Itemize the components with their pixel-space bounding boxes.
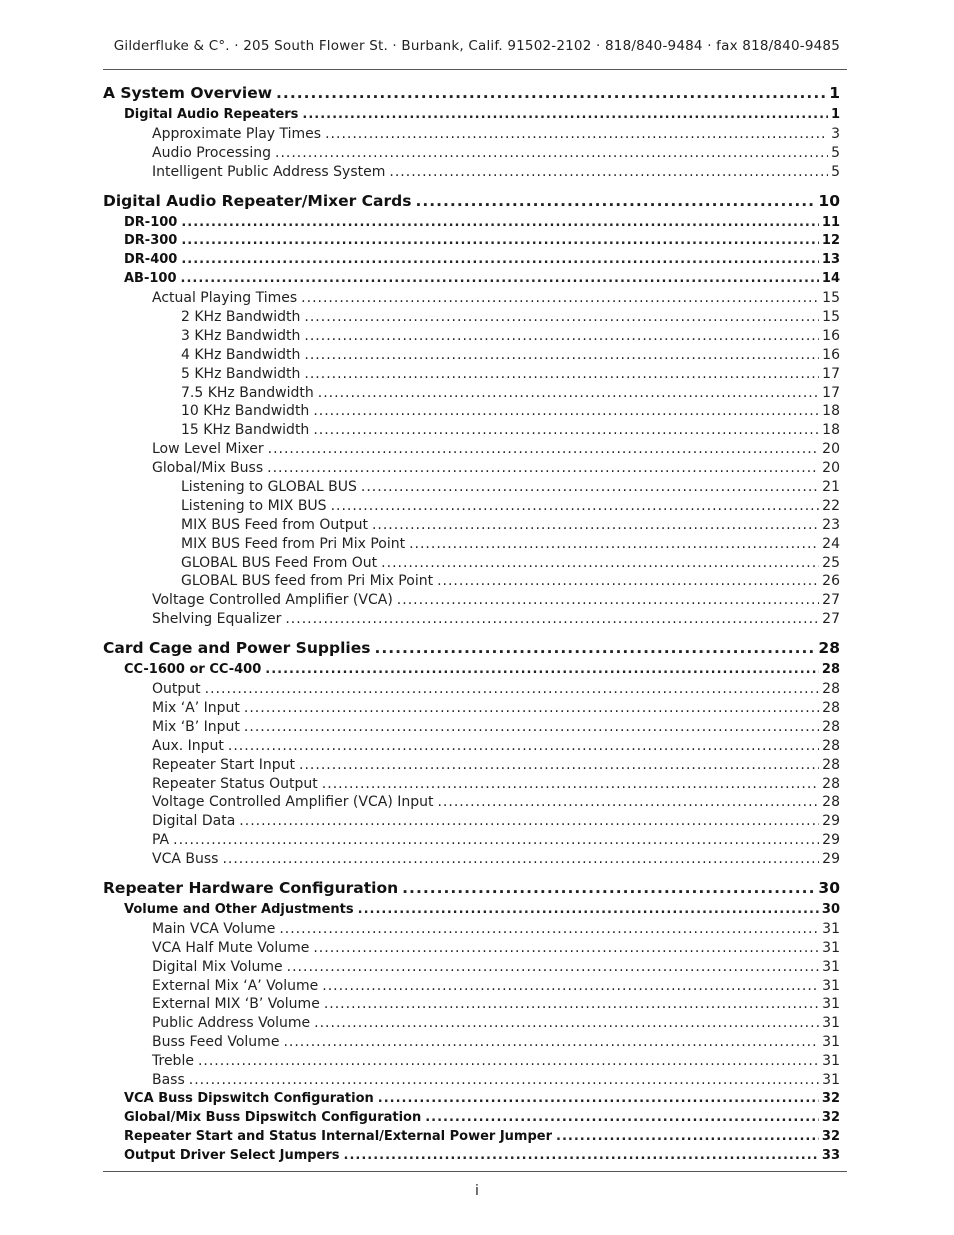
toc-entry-title: 4 KHz Bandwidth xyxy=(181,346,301,363)
toc-entry-page: 31 xyxy=(822,939,840,956)
toc-entry[interactable] xyxy=(103,1014,840,1033)
toc-entry-title: Output Driver Select Jumpers xyxy=(124,1147,340,1163)
toc-entry-title: GLOBAL BUS feed from Pri Mix Point xyxy=(181,573,434,590)
toc-entry-page: 29 xyxy=(822,813,840,830)
dot-leader xyxy=(402,878,815,898)
toc-entry-title: Public Address Volume xyxy=(152,1015,311,1032)
toc-entry[interactable] xyxy=(103,421,840,440)
toc-entry-page: 10 xyxy=(818,191,840,210)
dot-leader xyxy=(222,850,819,869)
dot-leader xyxy=(181,232,819,251)
toc-entry-title: Approximate Play Times xyxy=(152,125,322,142)
toc-entry[interactable] xyxy=(103,812,840,831)
toc-entry-title: Mix ‘A’ Input xyxy=(152,699,240,716)
dot-leader xyxy=(437,572,819,591)
toc-entry[interactable] xyxy=(103,1147,840,1166)
toc-entry-title: External Mix ‘A’ Volume xyxy=(152,977,319,994)
toc-entry-title: VCA Half Mute Volume xyxy=(152,939,310,956)
toc-entry-page: 16 xyxy=(822,327,840,344)
dot-leader xyxy=(198,1052,819,1071)
toc-entry-title: PA xyxy=(152,832,170,849)
toc-entry[interactable] xyxy=(103,191,840,211)
dot-leader xyxy=(244,718,819,737)
toc-entry-title: Main VCA Volume xyxy=(152,920,276,937)
dot-leader xyxy=(276,83,826,103)
toc-entry[interactable] xyxy=(103,125,840,144)
toc-entry[interactable] xyxy=(103,901,840,920)
toc-entry[interactable] xyxy=(103,718,840,737)
toc-entry-page: 5 xyxy=(831,144,840,161)
toc-entry[interactable] xyxy=(103,535,840,554)
toc-entry-title: 5 KHz Bandwidth xyxy=(181,365,301,382)
toc-entry[interactable] xyxy=(103,106,840,125)
toc-entry-page: 15 xyxy=(822,290,840,307)
toc-entry-title: Digital Audio Repeaters xyxy=(124,107,299,122)
dot-leader xyxy=(173,831,819,850)
toc-entry-title: Output xyxy=(152,681,201,698)
dot-leader xyxy=(389,163,828,182)
toc-entry[interactable] xyxy=(103,610,840,629)
dot-leader xyxy=(361,478,819,497)
toc-entry-page: 15 xyxy=(822,309,840,326)
dot-leader xyxy=(275,144,828,163)
dot-leader xyxy=(181,214,819,233)
toc-entry[interactable] xyxy=(103,737,840,756)
toc-entry-page: 31 xyxy=(822,977,840,994)
toc-entry-page: 32 xyxy=(821,1128,840,1144)
toc-entry-page: 13 xyxy=(821,252,840,268)
toc-entry[interactable] xyxy=(103,270,840,289)
toc-entry-title: Listening to MIX BUS xyxy=(181,497,327,514)
toc-entry-page: 31 xyxy=(822,1053,840,1070)
toc-entry-title: VCA Buss Dipswitch Configuration xyxy=(124,1090,374,1106)
toc-entry[interactable] xyxy=(103,251,840,270)
dot-leader xyxy=(244,699,819,718)
dot-leader xyxy=(265,661,819,680)
dot-leader xyxy=(287,958,820,977)
toc-entry-page: 20 xyxy=(822,460,840,477)
toc-entry-title: Repeater Start Input xyxy=(152,756,296,773)
toc-entry[interactable] xyxy=(103,680,840,699)
toc-entry[interactable] xyxy=(103,214,840,233)
toc-entry-page: 24 xyxy=(822,535,840,552)
toc-entry-page: 29 xyxy=(822,851,840,868)
toc-entry[interactable] xyxy=(103,554,840,573)
dot-leader xyxy=(304,327,819,346)
toc-entry-page: 27 xyxy=(822,611,840,628)
toc-entry[interactable] xyxy=(103,1071,840,1090)
toc-entry[interactable] xyxy=(103,163,840,182)
toc-entry[interactable] xyxy=(103,365,840,384)
dot-leader xyxy=(299,756,819,775)
toc-entry[interactable] xyxy=(103,384,840,403)
toc-entry-page: 28 xyxy=(822,756,840,773)
toc-entry-title: Global/Mix Buss Dipswitch Configuration xyxy=(124,1109,422,1125)
toc-entry[interactable] xyxy=(103,1090,840,1109)
dot-leader xyxy=(283,1033,819,1052)
dot-leader xyxy=(304,308,819,327)
toc-entry-page: 31 xyxy=(822,1015,840,1032)
toc-entry-page: 17 xyxy=(822,384,840,401)
toc-entry-page: 23 xyxy=(822,516,840,533)
toc-entry[interactable] xyxy=(103,793,840,812)
toc-entry-page: 31 xyxy=(822,920,840,937)
dot-leader xyxy=(313,421,819,440)
toc-entry-title: MIX BUS Feed from Pri Mix Point xyxy=(181,535,406,552)
toc-entry-page: 32 xyxy=(821,1109,840,1125)
toc-entry[interactable] xyxy=(103,775,840,794)
dot-leader xyxy=(374,638,815,658)
toc-entry-title: Repeater Start and Status Internal/External Power Jumper xyxy=(124,1128,553,1144)
toc-entry-page: 14 xyxy=(821,271,840,287)
dot-leader xyxy=(331,497,820,516)
toc-entry-title: Digital Audio Repeater/Mixer Cards xyxy=(103,191,412,210)
toc-entry-page: 31 xyxy=(822,996,840,1013)
toc-entry-title: Global/Mix Buss xyxy=(152,460,264,477)
toc-entry-page: 29 xyxy=(822,832,840,849)
toc-entry-page: 32 xyxy=(821,1090,840,1106)
toc-entry-page: 28 xyxy=(821,662,840,678)
toc-entry[interactable] xyxy=(103,1052,840,1071)
toc-entry-title: Aux. Input xyxy=(152,737,224,754)
dot-leader xyxy=(228,737,819,756)
page-header: Gilderfluke & C°. · 205 South Flower St. · Burbank, Calif. 91502-2102 · 818/840-9484 · fax 818/840-9485 xyxy=(113,38,840,54)
toc-entry[interactable] xyxy=(103,995,840,1014)
toc-entry-title: MIX BUS Feed from Output xyxy=(181,516,368,533)
toc-entry-page: 1 xyxy=(830,107,840,122)
toc-entry[interactable] xyxy=(103,958,840,977)
toc-entry[interactable] xyxy=(103,977,840,996)
toc-entry-page: 28 xyxy=(822,718,840,735)
dot-leader xyxy=(239,812,819,831)
toc-entry-page: 20 xyxy=(822,441,840,458)
toc-entry-title: Audio Processing xyxy=(152,144,271,161)
dot-leader xyxy=(358,901,819,920)
toc-entry-title: VCA Buss xyxy=(152,851,219,868)
dot-leader xyxy=(415,191,815,211)
toc-entry-page: 28 xyxy=(822,699,840,716)
toc-entry-page: 16 xyxy=(822,346,840,363)
toc-entry-title: 3 KHz Bandwidth xyxy=(181,327,301,344)
toc-entry-page: 12 xyxy=(821,233,840,249)
toc-entry[interactable] xyxy=(103,516,840,535)
toc-entry-page: 18 xyxy=(822,422,840,439)
toc-entry-page: 31 xyxy=(822,958,840,975)
toc-entry-page: 21 xyxy=(822,479,840,496)
toc-entry[interactable] xyxy=(103,939,840,958)
dot-leader xyxy=(304,365,819,384)
toc-entry-title: Voltage Controlled Amplifier (VCA) xyxy=(152,592,393,609)
dot-leader xyxy=(205,680,820,699)
dot-leader xyxy=(381,554,819,573)
toc-entry[interactable] xyxy=(103,327,840,346)
toc-entry-title: A System Overview xyxy=(103,84,273,102)
toc-entry-page: 18 xyxy=(822,403,840,420)
toc-entry[interactable] xyxy=(103,591,840,610)
toc-entry-page: 17 xyxy=(822,365,840,382)
toc-entry-title: AB-100 xyxy=(124,271,177,287)
dot-leader xyxy=(556,1128,819,1147)
dot-leader xyxy=(304,346,819,365)
toc-entry-title: Intelligent Public Address System xyxy=(152,163,386,180)
dot-leader xyxy=(409,535,819,554)
toc-entry-title: Low Level Mixer xyxy=(152,441,264,458)
toc-entry-title: Bass xyxy=(152,1071,185,1088)
dot-leader xyxy=(325,125,828,144)
dot-leader xyxy=(181,270,819,289)
toc-entry[interactable] xyxy=(103,308,840,327)
dot-leader xyxy=(322,775,819,794)
toc-entry[interactable] xyxy=(103,638,840,658)
dot-leader xyxy=(378,1090,819,1109)
dot-leader xyxy=(313,939,819,958)
toc-entry-page: 28 xyxy=(818,639,840,658)
toc-entry-title: Voltage Controlled Amplifier (VCA) Input xyxy=(152,794,434,811)
toc-entry-title: 10 KHz Bandwidth xyxy=(181,403,310,420)
toc-entry[interactable] xyxy=(103,878,840,898)
page-number: i xyxy=(475,1183,479,1199)
footer-rule xyxy=(103,1171,847,1172)
toc-entry[interactable] xyxy=(103,850,840,869)
dot-leader xyxy=(267,459,819,478)
toc-entry[interactable] xyxy=(103,232,840,251)
toc-entry[interactable] xyxy=(103,497,840,516)
toc-entry-page: 30 xyxy=(818,878,840,897)
toc-entry[interactable] xyxy=(103,1033,840,1052)
dot-leader xyxy=(324,995,819,1014)
toc-entry[interactable] xyxy=(103,459,840,478)
toc-entry-title: Card Cage and Power Supplies xyxy=(103,639,371,658)
toc-entry-title: DR-300 xyxy=(124,233,178,249)
toc-entry[interactable] xyxy=(103,699,840,718)
toc-entry-title: Volume and Other Adjustments xyxy=(124,901,354,917)
toc-entry-page: 26 xyxy=(822,573,840,590)
toc-entry-page: 11 xyxy=(821,214,840,230)
dot-leader xyxy=(189,1071,819,1090)
toc-entry-page: 28 xyxy=(822,737,840,754)
dot-leader xyxy=(313,402,819,421)
toc-entry-page: 33 xyxy=(821,1147,840,1163)
toc-entry-title: DR-400 xyxy=(124,252,178,268)
toc-entry-page: 28 xyxy=(822,775,840,792)
toc-entry[interactable] xyxy=(103,440,840,459)
dot-leader xyxy=(344,1147,819,1166)
toc-entry-title: Treble xyxy=(152,1053,194,1070)
toc-entry[interactable] xyxy=(103,346,840,365)
dot-leader xyxy=(314,1014,819,1033)
toc-entry-title: Digital Data xyxy=(152,813,236,830)
toc-entry-title: Listening to GLOBAL BUS xyxy=(181,479,357,496)
toc-entry-page: 1 xyxy=(829,84,840,102)
toc-entry[interactable] xyxy=(103,1109,840,1128)
toc-entry-page: 30 xyxy=(821,901,840,917)
toc-entry-page: 31 xyxy=(822,1071,840,1088)
toc-entry-title: GLOBAL BUS Feed From Out xyxy=(181,554,378,571)
dot-leader xyxy=(437,793,819,812)
dot-leader xyxy=(372,516,819,535)
toc-entry-title: External MIX ‘B’ Volume xyxy=(152,996,320,1013)
toc-entry-title: CC-1600 or CC-400 xyxy=(124,662,262,678)
toc-entry[interactable] xyxy=(103,289,840,308)
dot-leader xyxy=(397,591,819,610)
toc-entry-title: 2 KHz Bandwidth xyxy=(181,309,301,326)
dot-leader xyxy=(302,106,828,125)
toc-entry[interactable] xyxy=(103,402,840,421)
toc-entry-page: 3 xyxy=(831,125,840,142)
dot-leader xyxy=(322,977,819,996)
toc-entry-title: Mix ‘B’ Input xyxy=(152,718,240,735)
toc-entry-title: 15 KHz Bandwidth xyxy=(181,422,310,439)
toc-entry[interactable] xyxy=(103,83,840,103)
toc-entry[interactable] xyxy=(103,572,840,591)
toc-entry[interactable] xyxy=(103,831,840,850)
toc-entry-page: 28 xyxy=(822,681,840,698)
toc-entry[interactable] xyxy=(103,756,840,775)
toc-entry[interactable] xyxy=(103,920,840,939)
toc-entry-title: Repeater Hardware Configuration xyxy=(103,878,399,897)
toc-entry-title: Actual Playing Times xyxy=(152,290,298,307)
dot-leader xyxy=(318,384,819,403)
dot-leader xyxy=(301,289,819,308)
toc-entry[interactable] xyxy=(103,661,840,680)
toc-entry-title: 7.5 KHz Bandwidth xyxy=(181,384,314,401)
dot-leader xyxy=(279,920,819,939)
dot-leader xyxy=(181,251,819,270)
toc-entry-page: 31 xyxy=(822,1034,840,1051)
toc-entry-page: 25 xyxy=(822,554,840,571)
table-of-contents xyxy=(103,83,840,1165)
toc-entry[interactable] xyxy=(103,144,840,163)
toc-entry-page: 28 xyxy=(822,794,840,811)
toc-entry-title: Digital Mix Volume xyxy=(152,958,283,975)
toc-entry-title: DR-100 xyxy=(124,214,178,230)
toc-entry-page: 27 xyxy=(822,592,840,609)
dot-leader xyxy=(285,610,819,629)
dot-leader xyxy=(268,440,820,459)
toc-entry-page: 22 xyxy=(822,497,840,514)
dot-leader xyxy=(425,1109,819,1128)
toc-entry-title: Repeater Status Output xyxy=(152,775,318,792)
toc-entry[interactable] xyxy=(103,1128,840,1147)
toc-entry-page: 5 xyxy=(831,163,840,180)
toc-entry-title: Shelving Equalizer xyxy=(152,611,282,628)
toc-entry[interactable] xyxy=(103,478,840,497)
toc-entry-title: Buss Feed Volume xyxy=(152,1034,280,1051)
header-rule xyxy=(103,69,847,70)
